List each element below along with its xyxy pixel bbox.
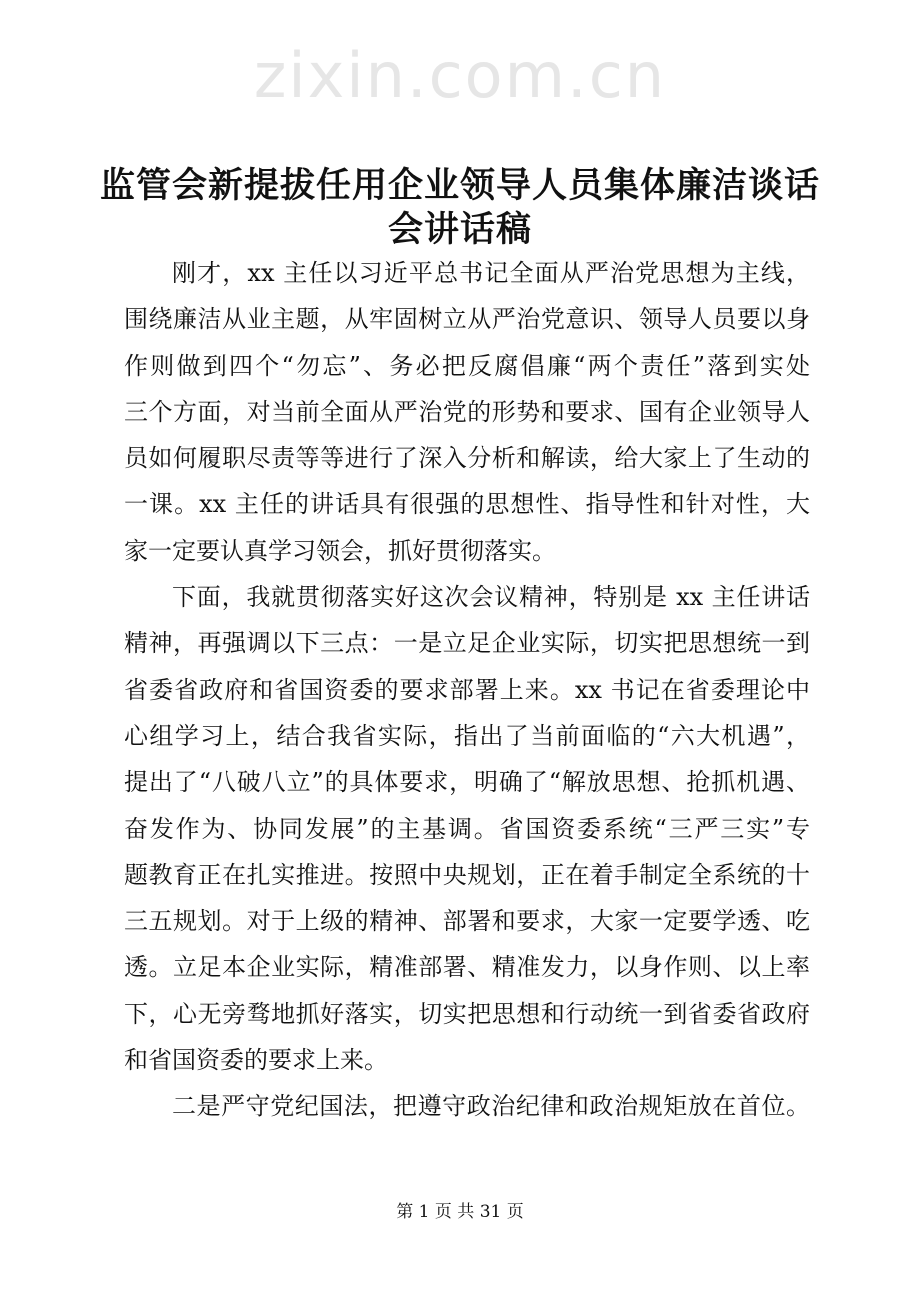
paragraph-line: 一课。xx 主任的讲话具有很强的思想性、指导性和针对性，大 [124,490,810,519]
paragraph-line: 省委省政府和省国资委的要求部署上来。xx 书记在省委理论中 [124,675,810,704]
paragraph-line: 奋发作为、协同发展”的主基调。省国资委系统“三严三实”专 [124,814,810,843]
paragraph-line: 三个方面，对当前全面从严治党的形势和要求、国有企业领导人 [124,397,810,426]
paragraph-line: 家一定要认真学习领会，抓好贯彻落实。 [124,536,556,565]
paragraph-line: 下面，我就贯彻落实好这次会议精神，特别是 xx 主任讲话 [172,583,810,612]
paragraph [124,1083,810,1129]
paragraph-line: 下，心无旁骛地抓好落实，切实把思想和行动统一到省委省政府 [124,999,810,1028]
paragraph-line: 和省国资委的要求上来。 [124,1046,388,1075]
document-body [124,250,810,1130]
paragraph-line: 围绕廉洁从业主题，从牢固树立从严治党意识、领导人员要以身 [124,305,810,334]
paragraph-line: 题教育正在扎实推进。按照中央规划，正在着手制定全系统的十 [124,860,810,889]
paragraph-line: 三五规划。对于上级的精神、部署和要求，大家一定要学透、吃 [124,907,810,936]
paragraph-line: 刚才，xx 主任以习近平总书记全面从严治党思想为主线， [172,259,810,287]
paragraph-line: 员如何履职尽责等等进行了深入分析和解读，给大家上了生动的 [124,444,810,473]
page-footer: 第 1 页 共 31 页 [396,1202,524,1222]
paragraph-line: 二是严守党纪国法，把遵守政治纪律和政治规矩放在首位。 [172,1092,810,1121]
paragraph-line: 精神，再强调以下三点：一是立足企业实际，切实把思想统一到 [124,629,810,658]
paragraph-line: 提出了“八破八立”的具体要求，明确了“解放思想、抢抓机遇、 [124,768,810,797]
paragraph-line: 透。立足本企业实际，精准部署、精准发力，以身作则、以上率 [124,953,810,982]
document-title-line-2: 会讲话稿 [387,209,532,250]
paragraph-line: 心组学习上，结合我省实际，指出了当前面临的“六大机遇”， [124,721,810,750]
watermark: zixin.com.cn [253,39,667,112]
paragraph-line: 作则做到四个“勿忘”、务必把反腐倡廉“两个责任”落到实处 [124,351,810,380]
document-title-line-1: 监管会新提拔任用企业领导人员集体廉洁谈话 [99,165,820,206]
paragraph [124,574,810,1083]
paragraph [124,250,810,574]
